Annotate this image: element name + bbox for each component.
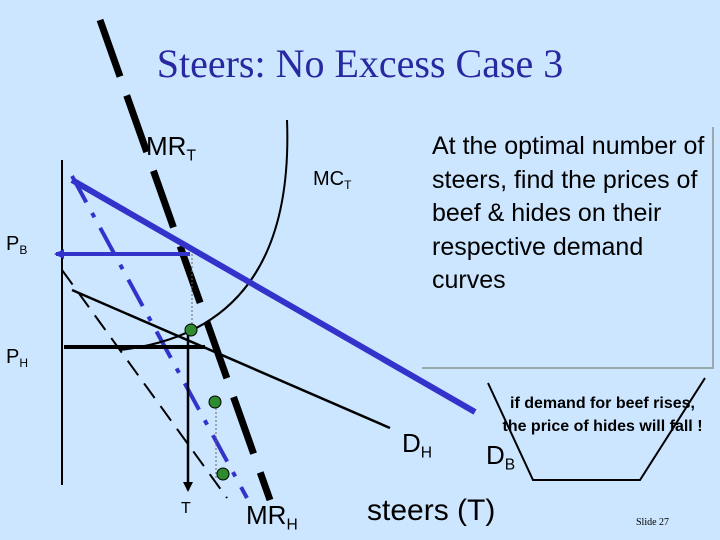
label-ph: $P_H$ [6,346,29,371]
label-mrh: $MR_H$ [246,500,298,534]
point-mrh-1 [209,396,221,408]
point-optimal [185,324,197,336]
point-mrh-2 [217,468,229,480]
mrh-line [62,270,227,498]
label-t: T [181,500,191,517]
mct-dashed-line [100,20,270,500]
label-dh: $D_H$ [402,428,433,462]
label-db: $D_B$ [486,440,516,474]
note-text: At the optimal number of steers, find the prices of beef & hides on their respective demand curves [432,132,705,294]
x-axis-label: steers (T) [367,494,496,527]
callout-text: if demand for beef rises, the price of hides will fall ! [502,395,703,435]
dh-line [72,290,390,428]
page-title: Steers: No Excess Case 3 [156,41,564,86]
label-pb: $P_B$ [6,233,28,258]
label-mrt: $MR_T$ [146,131,196,165]
slide-number: Slide 27 [636,517,670,528]
mrt-line [72,176,247,498]
label-mct: $MC_T$ [313,168,352,193]
